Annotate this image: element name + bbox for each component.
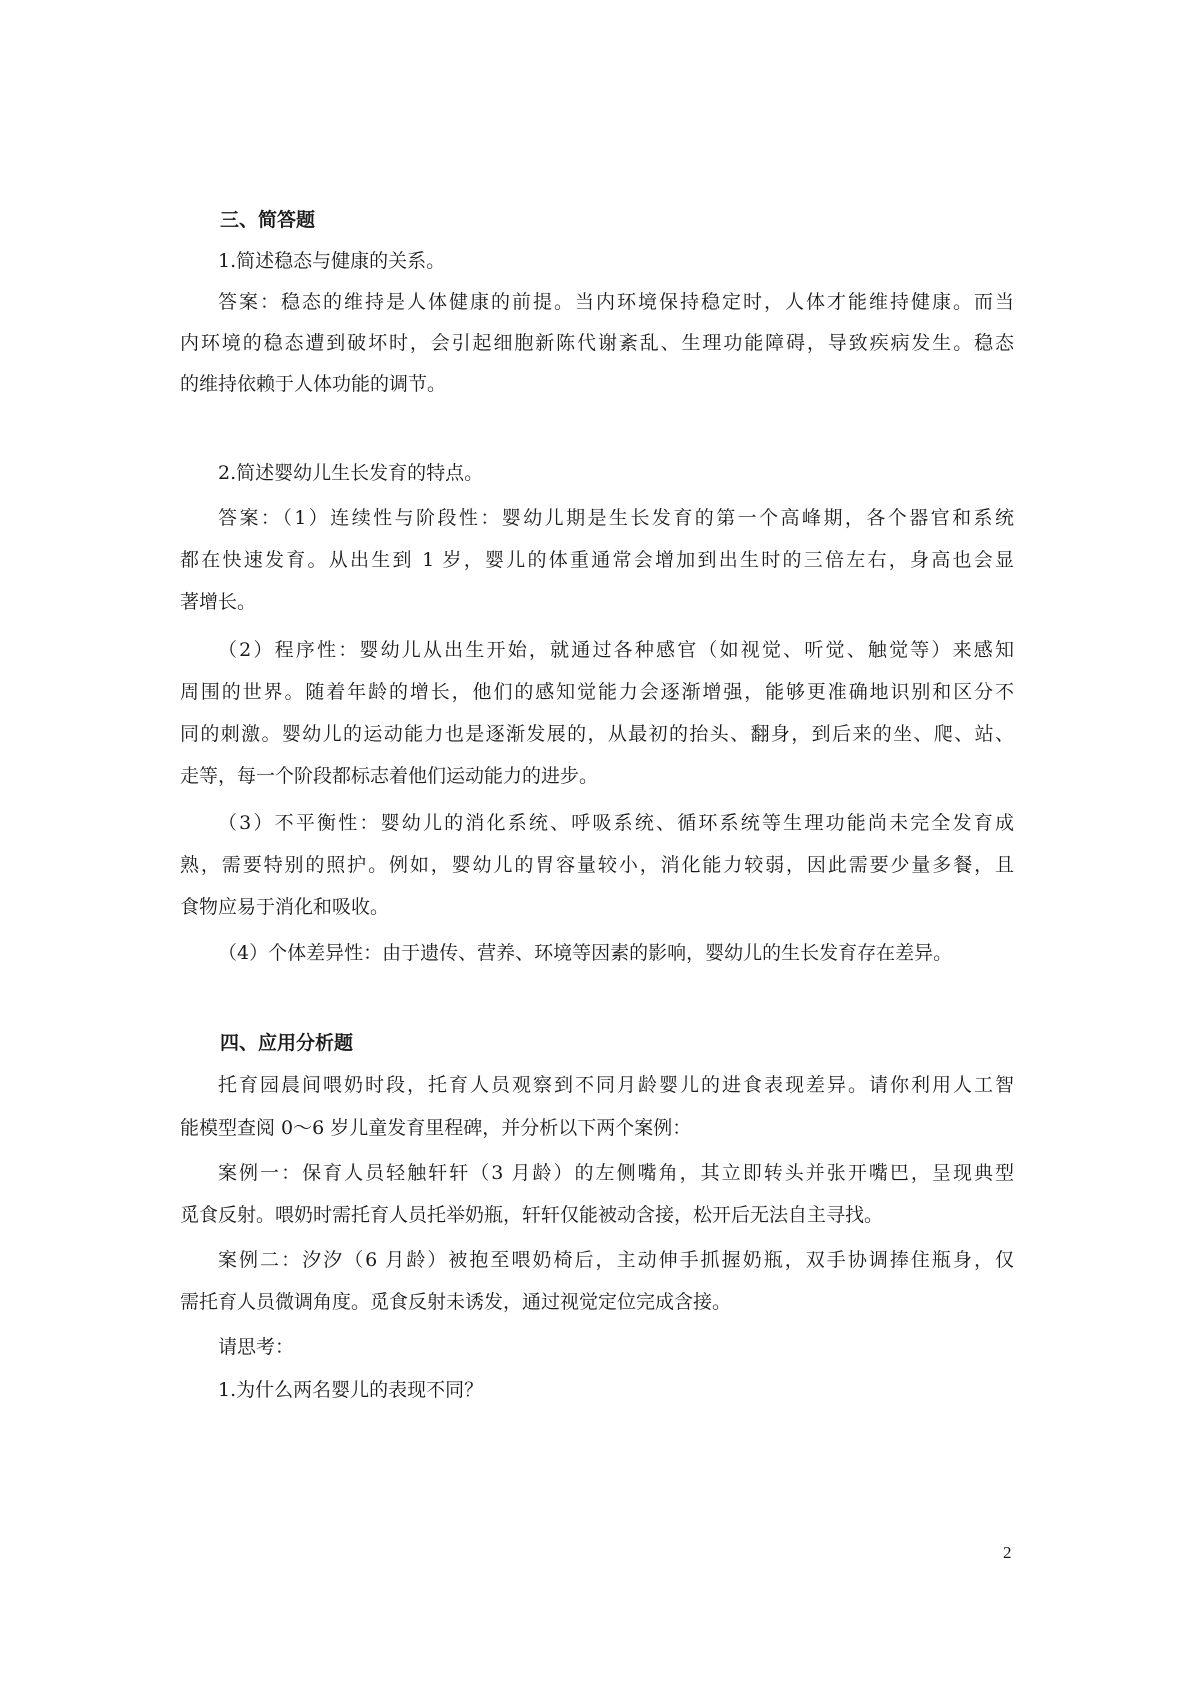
- answer-line: 答案：（1）连续性与阶段性：婴幼儿期是生长发育的第一个高峰期，各个器官和系统: [218, 507, 1014, 529]
- answer-line: 走等，每一个阶段都标志着他们运动能力的进步。: [180, 765, 599, 787]
- case-line: 案例一：保育人员轻触轩轩（3 月龄）的左侧嘴角，其立即转头并张开嘴巴，呈现典型: [218, 1162, 1014, 1184]
- question-text: 1.简述稳态与健康的关系。: [218, 250, 446, 272]
- answer-line: 著增长。: [180, 591, 257, 613]
- answer-line: 食物应易于消化和吸收。: [180, 896, 390, 918]
- body-line: 托育园晨间喂奶时段，托育人员观察到不同月龄婴儿的进食表现差异。请你利用人工智: [218, 1074, 1014, 1096]
- answer-line: 的维持依赖于人体功能的调节。: [180, 373, 447, 395]
- answer-line: 熟，需要特别的照护。例如，婴幼儿的胃容量较小，消化能力较弱，因此需要少量多餐，且: [180, 854, 1014, 876]
- section-heading: 四、应用分析题: [220, 1032, 354, 1054]
- answer-line: （4）个体差异性：由于遗传、营养、环境等因素的影响，婴幼儿的生长发育存在差异。: [218, 942, 953, 964]
- page-number: 2: [1003, 1543, 1012, 1562]
- answer-line: 都在快速发育。从出生到 1 岁，婴儿的体重通常会增加到出生时的三倍左右，身高也会显: [180, 549, 1014, 571]
- answer-line: （3）不平衡性：婴幼儿的消化系统、呼吸系统、循环系统等生理功能尚未完全发育成: [218, 812, 1014, 834]
- case-line: 需托育人员微调角度。觅食反射未诱发，通过视觉定位完成含接。: [180, 1291, 732, 1313]
- body-line: 能模型查阅 0～6 岁儿童发育里程碑，并分析以下两个案例：: [180, 1117, 692, 1139]
- case-line: 觅食反射。喂奶时需托育人员托举奶瓶，轩轩仅能被动含接，松开后无法自主寻找。: [180, 1204, 884, 1226]
- case-line: 案例二：汐汐（6 月龄）被抱至喂奶椅后，主动伸手抓握奶瓶，双手协调捧住瓶身，仅: [218, 1249, 1014, 1271]
- section-heading: 三、简答题: [220, 209, 316, 231]
- question-text: 2.简述婴幼儿生长发育的特点。: [218, 462, 484, 484]
- answer-line: 内环境的稳态遭到破坏时，会引起细胞新陈代谢紊乱、生理功能障碍，导致疾病发生。稳态: [180, 332, 1014, 354]
- answer-line: 周围的世界。随着年龄的增长，他们的感知觉能力会逐渐增强，能够更准确地识别和区分不: [180, 681, 1014, 703]
- answer-line: 答案：稳态的维持是人体健康的前提。当内环境保持稳定时，人体才能维持健康。而当: [218, 291, 1014, 313]
- answer-line: 同的刺激。婴幼儿的运动能力也是逐渐发展的，从最初的抬头、翻身，到后来的坐、爬、站、: [180, 723, 1014, 745]
- question-text: 1.为什么两名婴儿的表现不同？: [218, 1379, 484, 1401]
- answer-line: （2）程序性：婴幼儿从出生开始，就通过各种感官（如视觉、听觉、触觉等）来感知: [218, 639, 1014, 661]
- think-prompt: 请思考：: [218, 1336, 295, 1358]
